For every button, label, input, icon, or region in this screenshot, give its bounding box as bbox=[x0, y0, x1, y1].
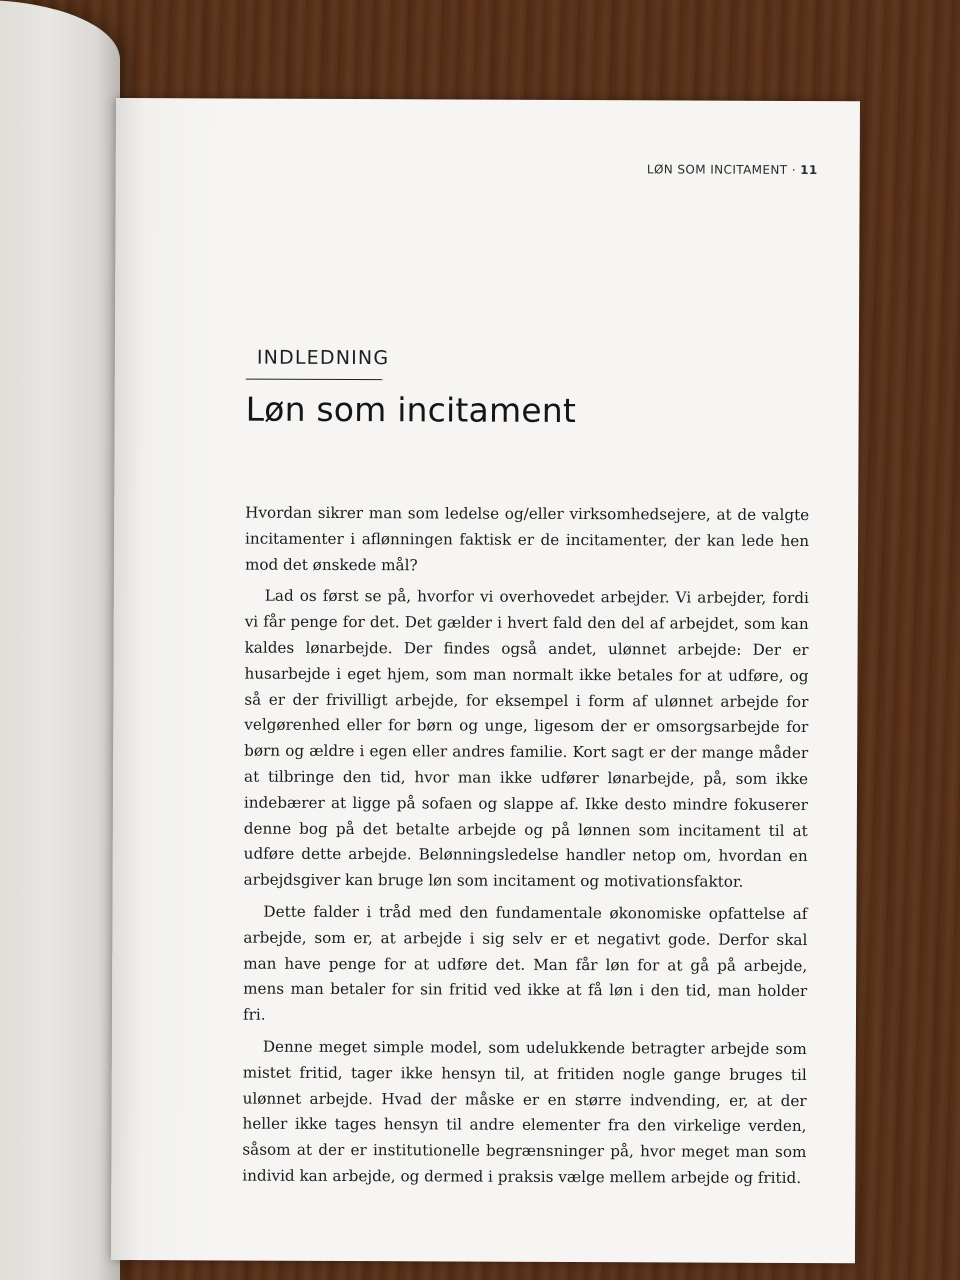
paragraph: Denne meget simple model, som udelukkende betragter arbejde som mistet fritid, tager ikke hensyn til, at fritiden nogle gange bruges til ulønnet arbejde. Hvad der måske er en større indvending, er, at der heller ikke tages hensyn til andre elementer fra den virkelige verden, såsom at der er institutionelle begrænsninger på, hvor meget man som individ kan arbejde, og dermed i praksis vælge mellem arbejde og fritid. bbox=[242, 1037, 807, 1187]
paragraph: Hvordan sikrer man som ledelse og/eller virksomhedsejere, at de valgte incitamenter i aflønningen faktisk er de incitamenter, der kan lede hen mod det ønskede mål? bbox=[244, 503, 810, 574]
running-head bbox=[647, 162, 818, 177]
page-number: 11 bbox=[800, 162, 818, 178]
chapter-divider bbox=[246, 379, 383, 381]
paragraph: Lad os først se på, hvorfor vi overhovedet arbejder. Vi arbejder, fordi vi får penge for det. Det gælder i hvert fald den del af arbejdet, som kan kaldes lønarbejde. Der findes også andet, ulønnet arbejde: Der er husarbejde i eget hjem, som man normalt ikke betales for at udføre, og så er der frivilligt arbejde, for eksempel i form af ulønnet arbejde for velgørenhed eller for børn og unge, ligesom der er omsorgsarbejde for børn og ældre i egen eller andres familie. Kort sagt er der mange måder at tilbringe den tid, hvor man ikke udfører lønarbejde, på, som ikke indebærer at ligge på sofaen og slappe af. Ikke desto mindre fokuserer denne bog på det betalte arbejde og på lønnen som incitament til at udføre dette arbejde. Belønningsledelse handler netop om, hvordan en arbejdsgiver kan bruge løn som incitament og motivationsfaktor. bbox=[243, 587, 809, 891]
left-page bbox=[0, 0, 120, 1280]
running-title: LØN SOM INCITAMENT · bbox=[646, 162, 797, 177]
book-page bbox=[111, 98, 860, 1263]
body-text bbox=[242, 501, 809, 1192]
paragraph: Dette falder i tråd med den fundamentale økonomiske opfattelse af arbejde, som er, at arbejde i sig selv er et negativt gode. Derfor skal man have penge for at udføre det. Man får løn for at gå på arbejde, mens man betaler for sin fritid ved ikke at få løn i den tid, man holder fri. bbox=[242, 902, 808, 1024]
chapter-title: Løn som incitament bbox=[245, 389, 577, 431]
chapter-label: INDLEDNING bbox=[256, 346, 390, 370]
